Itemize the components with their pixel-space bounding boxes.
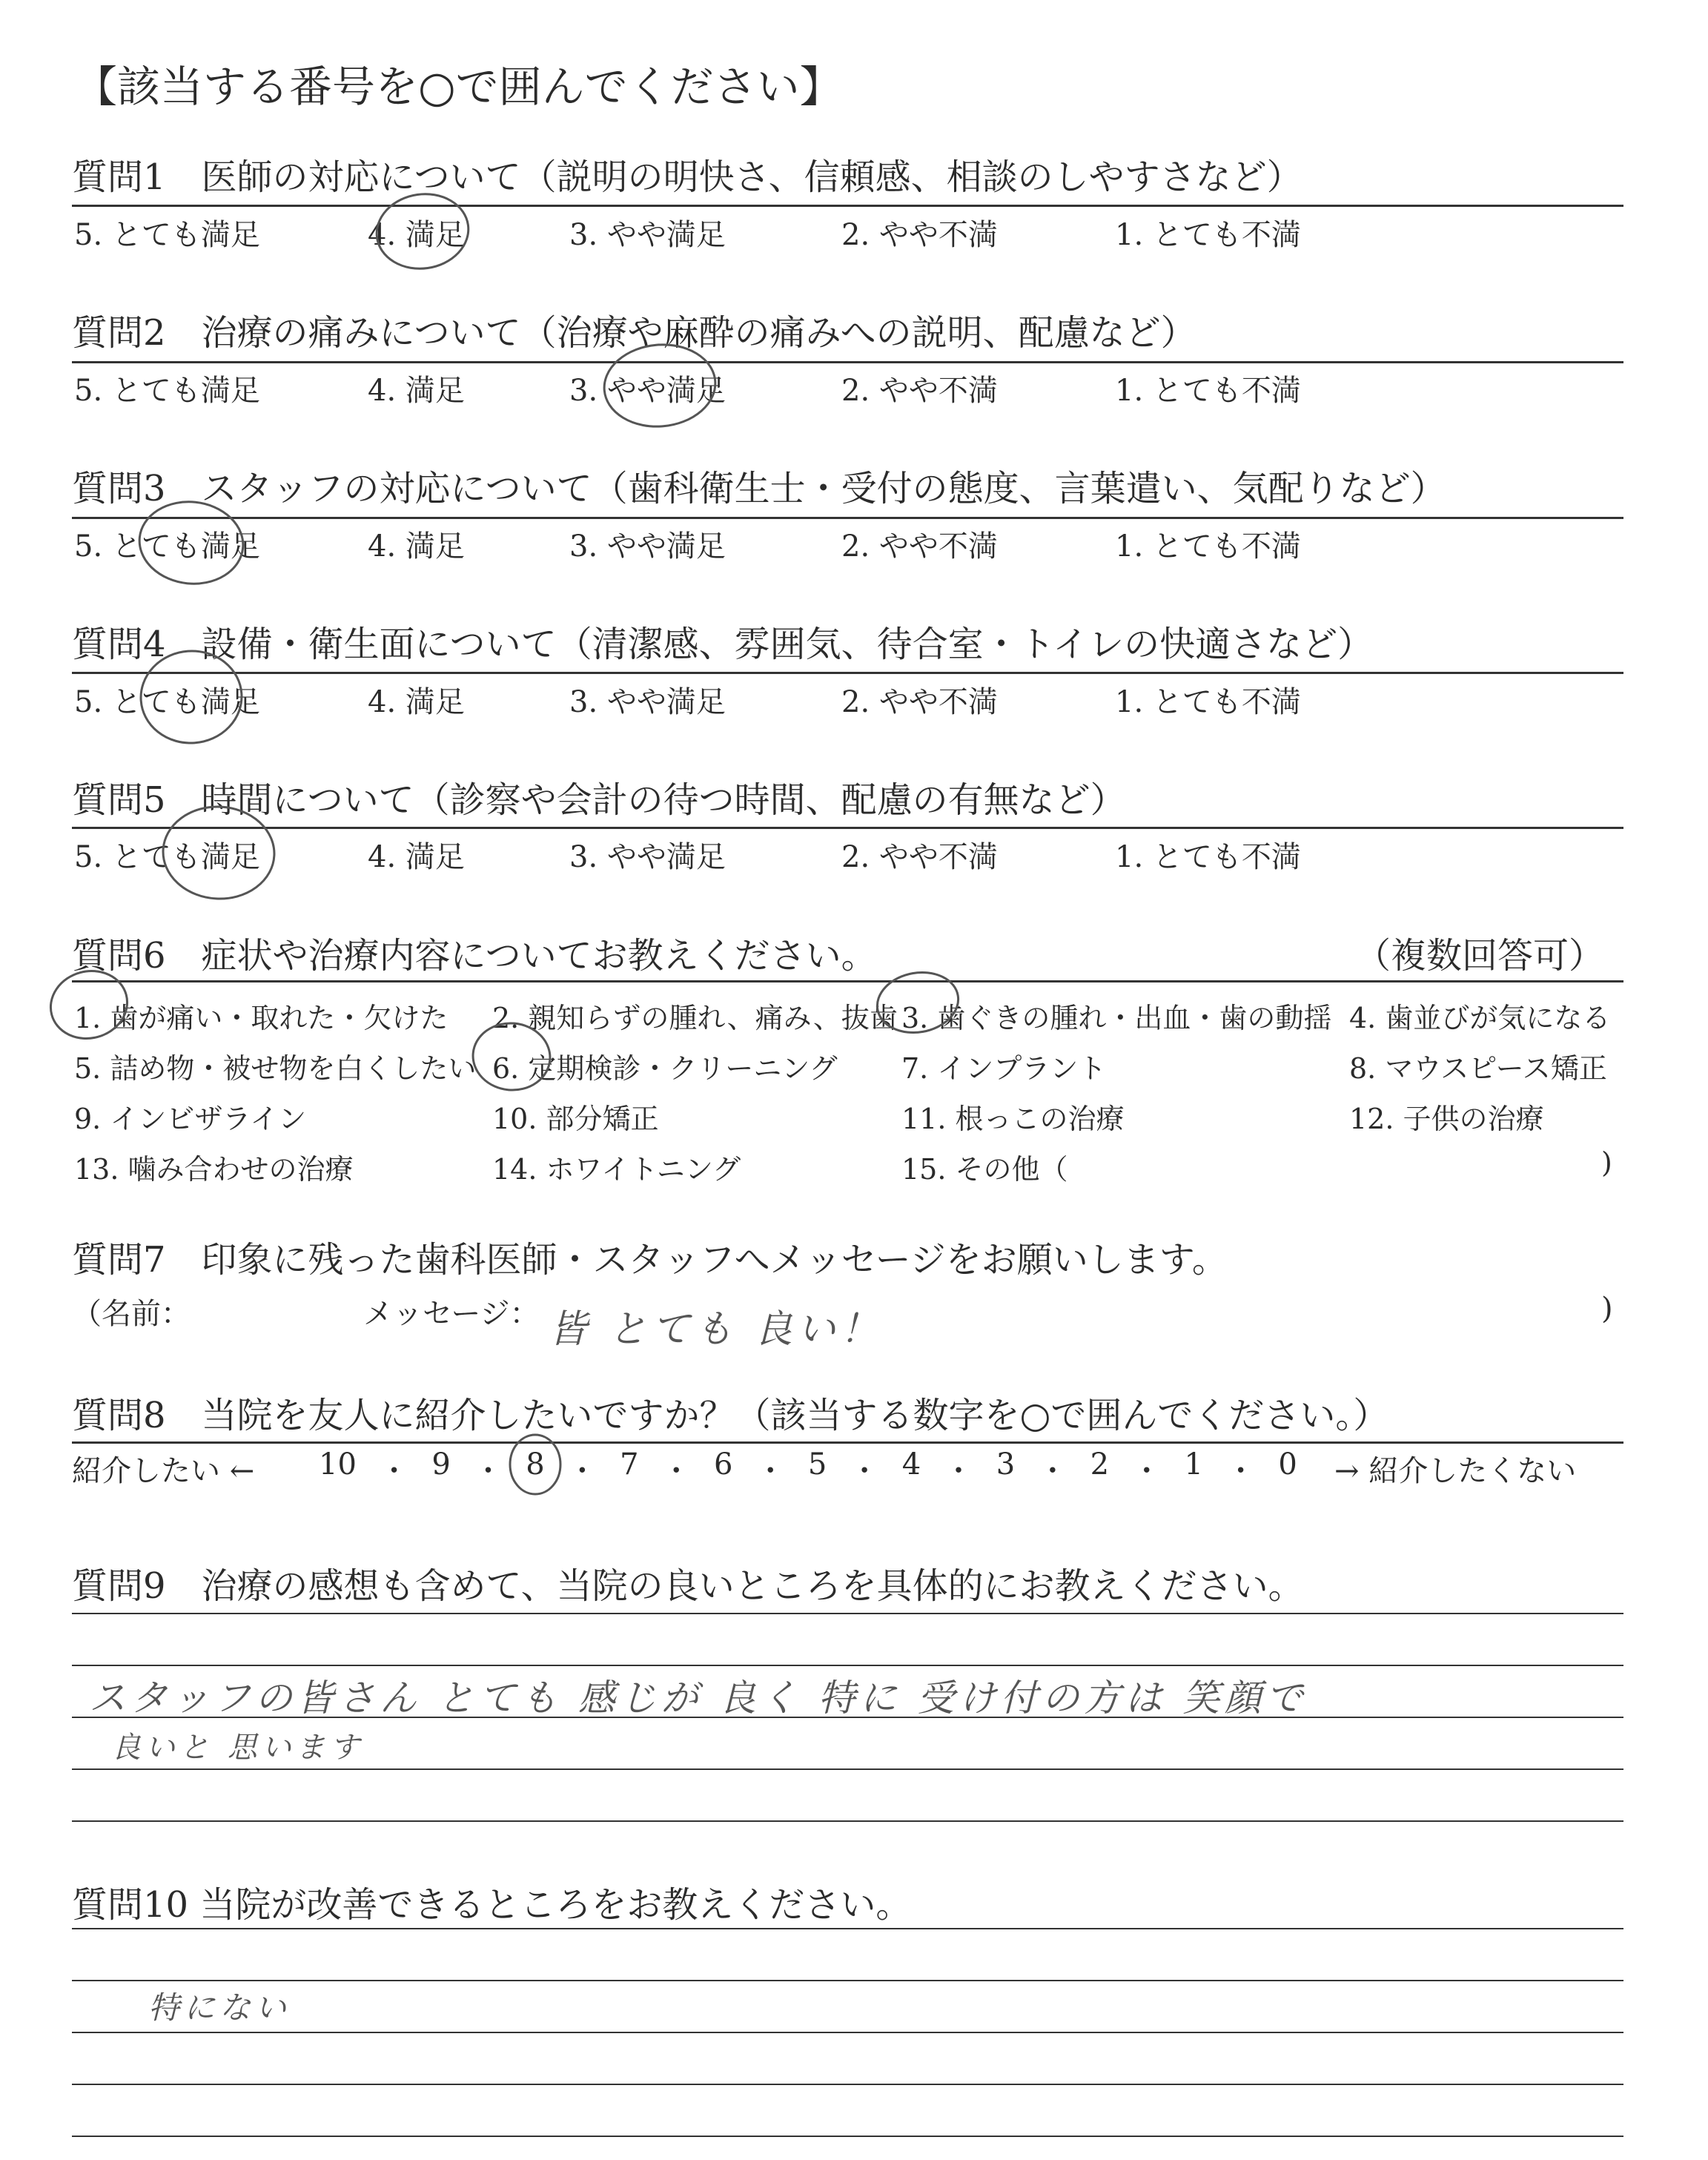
question-label: 質問1 医師の対応について（説明の明快さ、信頼感、相談のしやすさなど） xyxy=(72,156,1302,198)
option-4[interactable]: 4. 満足 xyxy=(368,218,465,252)
scale-dot: ・ xyxy=(379,1454,409,1488)
handwritten-answer-line1[interactable]: スタッフの皆さん とても 感じが 良く 特に 受け付の方は 笑顔で xyxy=(89,1677,1308,1720)
symptom-option[interactable]: 12. 子供の治療 xyxy=(1349,1103,1544,1135)
option-5[interactable]: 5. とても満足 xyxy=(74,685,260,719)
question-label: 質問3 スタッフの対応について（歯科衛生士・受付の態度、言葉遣い、気配りなど） xyxy=(72,468,1446,509)
recommend-scale xyxy=(319,1447,1297,1490)
symptom-option[interactable]: 9. インビザライン xyxy=(74,1103,307,1135)
option-5[interactable]: 5. とても満足 xyxy=(74,218,260,252)
scale-dot: ・ xyxy=(661,1454,692,1488)
scale-dot: ・ xyxy=(755,1454,786,1488)
option-1[interactable]: 1. とても不満 xyxy=(1115,374,1301,408)
symptom-option[interactable]: 4. 歯並びが気になる xyxy=(1349,1002,1611,1034)
recommend-right-label: → 紹介したくない xyxy=(1334,1454,1577,1488)
handwritten-improvement[interactable]: 特にない xyxy=(148,1989,291,2026)
scale-1[interactable]: 1 xyxy=(1184,1447,1203,1482)
symptom-option[interactable]: 8. マウスピース矯正 xyxy=(1349,1052,1607,1085)
option-2[interactable]: 2. やや不満 xyxy=(841,685,998,719)
symptom-option[interactable]: 10. 部分矯正 xyxy=(492,1103,659,1135)
scale-0[interactable]: 0 xyxy=(1278,1447,1297,1482)
symptom-option[interactable]: 14. ホワイトニング xyxy=(492,1153,741,1186)
question-label: 質問6 症状や治療内容についてお教えください。 xyxy=(72,935,877,977)
option-4[interactable]: 4. 満足 xyxy=(368,374,465,408)
scale-dot: ・ xyxy=(1037,1454,1068,1488)
writing-line xyxy=(72,1665,1623,1666)
option-3[interactable]: 3. やや満足 xyxy=(569,840,726,874)
question-label: 質問7 印象に残った歯科医師・スタッフへメッセージをお願いします。 xyxy=(72,1239,1228,1281)
question-label: 質問10 当院が改善できるところをお教えください。 xyxy=(72,1884,912,1926)
scale-dot: ・ xyxy=(567,1454,598,1488)
scale-dot: ・ xyxy=(850,1454,880,1488)
question-label: 質問4 設備・衛生面について（清潔感、雰囲気、待合室・トイレの快適さなど） xyxy=(72,624,1374,665)
handwritten-message[interactable]: 皆 とても 良い！ xyxy=(549,1307,884,1352)
option-5[interactable]: 5. とても満足 xyxy=(74,840,260,874)
divider xyxy=(72,205,1623,207)
option-4[interactable]: 4. 満足 xyxy=(368,840,465,874)
divider xyxy=(72,361,1623,363)
divider xyxy=(72,827,1623,829)
symptom-option[interactable]: 3. 歯ぐきの腫れ・出血・歯の動揺 xyxy=(901,1002,1332,1034)
writing-line xyxy=(72,1980,1623,1981)
symptom-option[interactable]: 5. 詰め物・被せ物を白くしたい xyxy=(74,1052,477,1085)
writing-line xyxy=(72,2136,1623,2137)
scale-7[interactable]: 7 xyxy=(620,1447,639,1482)
option-1[interactable]: 1. とても不満 xyxy=(1115,840,1301,874)
message-close-paren: ) xyxy=(1601,1292,1613,1326)
question-label: 質問9 治療の感想も含めて、当院の良いところを具体的にお教えください。 xyxy=(72,1565,1304,1607)
option-3[interactable]: 3. やや満足 xyxy=(569,218,726,252)
handwritten-answer-line2[interactable]: 良いと 思います xyxy=(111,1731,364,1765)
question-label: 質問5 時間について（診察や会計の待つ時間、配慮の有無など） xyxy=(72,779,1126,821)
symptom-option[interactable]: 6. 定期検診・クリーニング xyxy=(492,1052,838,1085)
option-5[interactable]: 5. とても満足 xyxy=(74,374,260,408)
symptom-option[interactable]: 7. インプラント xyxy=(901,1052,1107,1085)
name-label: （名前： xyxy=(72,1297,191,1331)
scale-10[interactable]: 10 xyxy=(319,1447,357,1482)
option-3[interactable]: 3. やや満足 xyxy=(569,685,726,719)
option-5[interactable]: 5. とても満足 xyxy=(74,529,260,564)
question-label: 質問8 当院を友人に紹介したいですか？（該当する数字を○で囲んでください。） xyxy=(72,1395,1389,1436)
option-2[interactable]: 2. やや不満 xyxy=(841,529,998,564)
symptom-option[interactable]: 2. 親知らずの腫れ、痛み、抜歯 xyxy=(492,1002,898,1034)
option-4[interactable]: 4. 満足 xyxy=(368,685,465,719)
option-3[interactable]: 3. やや満足 xyxy=(569,374,726,408)
writing-line xyxy=(72,1928,1623,1929)
symptom-option[interactable]: 11. 根っこの治療 xyxy=(901,1103,1125,1135)
writing-line xyxy=(72,1820,1623,1822)
scale-dot: ・ xyxy=(1131,1454,1162,1488)
divider xyxy=(72,1441,1623,1444)
scale-dot: ・ xyxy=(473,1454,503,1488)
option-2[interactable]: 2. やや不満 xyxy=(841,840,998,874)
scale-4[interactable]: 4 xyxy=(901,1447,921,1482)
option-1[interactable]: 1. とても不満 xyxy=(1115,529,1301,564)
option-1[interactable]: 1. とても不満 xyxy=(1115,218,1301,252)
writing-line xyxy=(72,2032,1623,2033)
option-4[interactable]: 4. 満足 xyxy=(368,529,465,564)
message-label: メッセージ： xyxy=(363,1297,540,1331)
option-1[interactable]: 1. とても不満 xyxy=(1115,685,1301,719)
multiple-answers-note: （複数回答可） xyxy=(1355,935,1605,977)
scale-2[interactable]: 2 xyxy=(1090,1447,1110,1482)
scale-8[interactable]: 8 xyxy=(526,1447,545,1482)
divider xyxy=(72,517,1623,519)
scale-dot: ・ xyxy=(1225,1454,1256,1488)
scale-5[interactable]: 5 xyxy=(807,1447,827,1482)
recommend-left-label: 紹介したい ← xyxy=(72,1454,255,1488)
question-label: 質問2 治療の痛みについて（治療や麻酔の痛みへの説明、配慮など） xyxy=(72,312,1196,354)
writing-line xyxy=(72,2084,1623,2085)
other-close-paren: ) xyxy=(1601,1146,1612,1179)
scale-9[interactable]: 9 xyxy=(431,1447,451,1482)
divider xyxy=(72,980,1623,982)
symptom-option[interactable]: 1. 歯が痛い・取れた・欠けた xyxy=(74,1002,448,1034)
option-2[interactable]: 2. やや不満 xyxy=(841,218,998,252)
scale-dot: ・ xyxy=(943,1454,973,1488)
writing-line xyxy=(72,1613,1623,1614)
divider xyxy=(72,672,1623,674)
option-3[interactable]: 3. やや満足 xyxy=(569,529,726,564)
symptom-option[interactable]: 13. 噛み合わせの治療 xyxy=(74,1153,354,1186)
scale-6[interactable]: 6 xyxy=(714,1447,733,1482)
scale-3[interactable]: 3 xyxy=(996,1447,1016,1482)
option-2[interactable]: 2. やや不満 xyxy=(841,374,998,408)
form-title: 【該当する番号を○で囲んでください】 xyxy=(74,62,843,112)
symptom-option-other[interactable]: 15. その他（ xyxy=(901,1153,1068,1186)
writing-line xyxy=(72,1768,1623,1770)
